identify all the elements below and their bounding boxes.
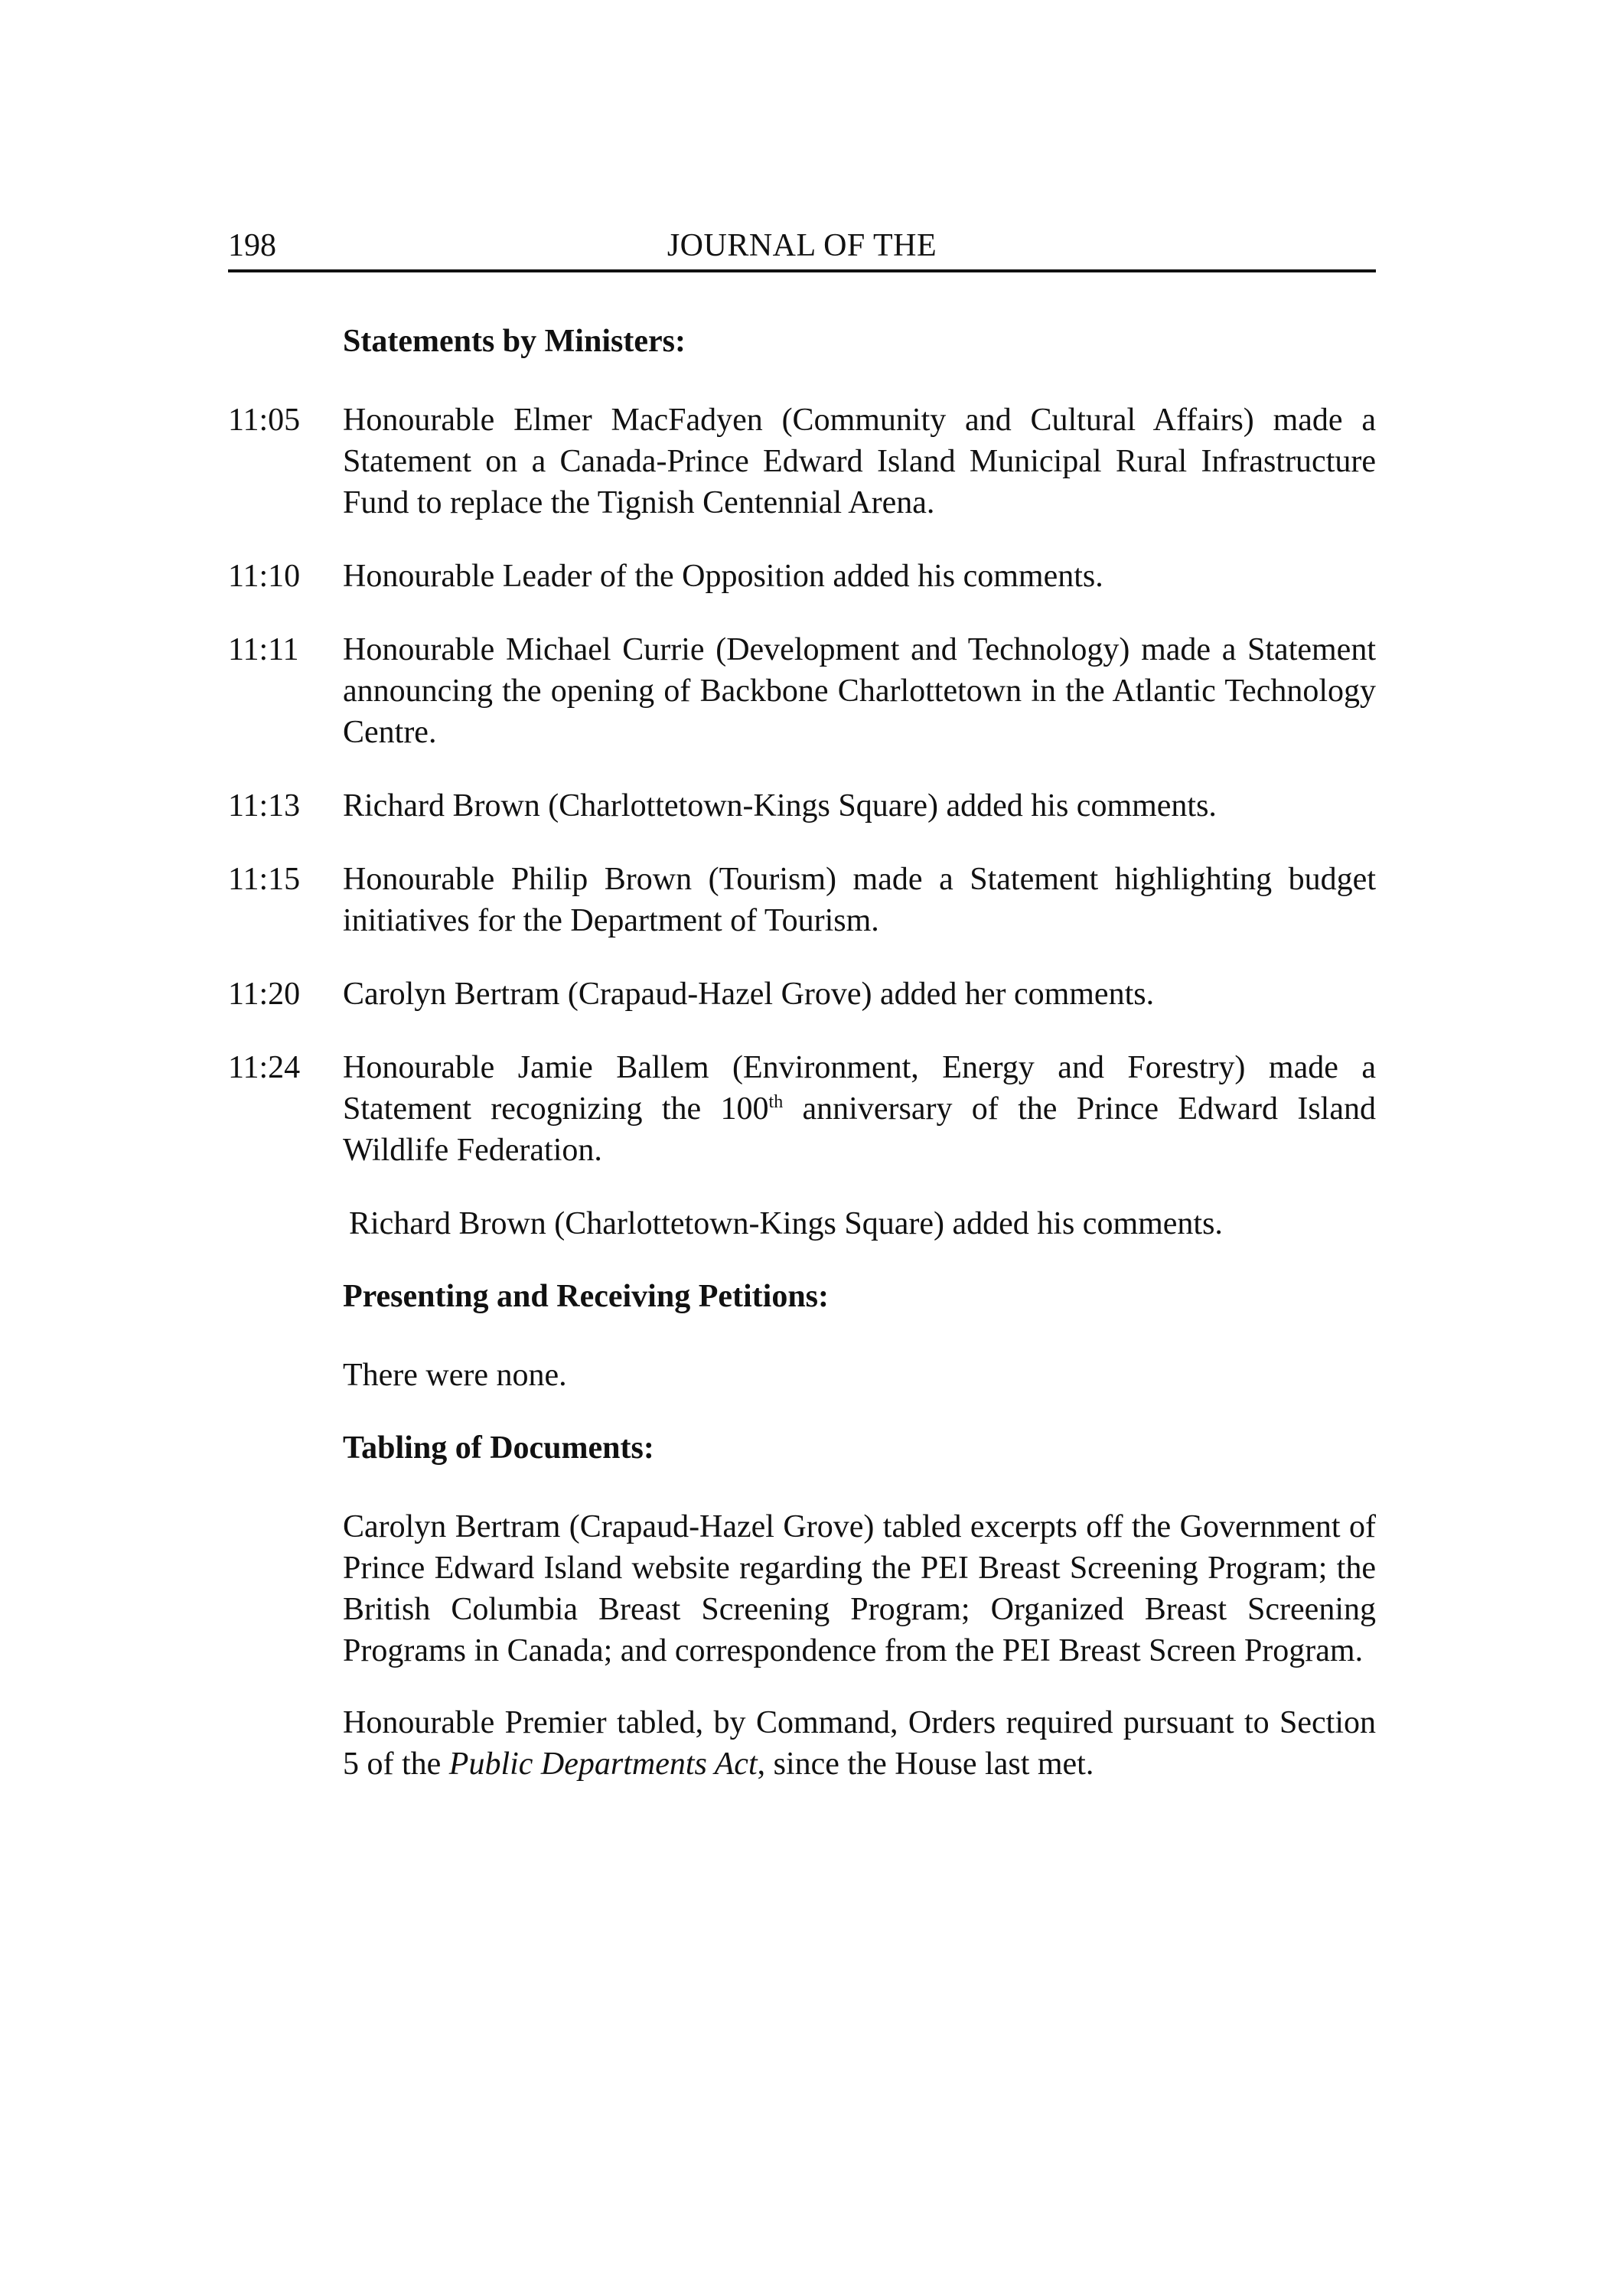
statement-text-part: anniversary of the Prince Edward Island Wildlife Federation. xyxy=(343,1091,1376,1168)
statement-entry xyxy=(228,785,1376,827)
statement-text: Honourable Michael Currie (Development and Technology) made a Statement announcing the opening of Backbone Charlottetown in the Atlantic Technology Centre. xyxy=(343,632,1376,750)
petitions-heading: Presenting and Receiving Petitions: xyxy=(343,1279,830,1314)
act-title: Public Departments Act xyxy=(448,1746,758,1782)
ordinal-suffix: th xyxy=(768,1092,784,1112)
page-header xyxy=(228,227,1376,272)
statement-text: Carolyn Bertram (Crapaud-Hazel Grove) added her comments. xyxy=(343,977,1155,1012)
statement-text: Honourable Philip Brown (Tourism) made a Statement highlighting budget initiatives for the Department of Tourism. xyxy=(343,862,1376,938)
statement-text: Honourable Elmer MacFadyen (Community and Cultural Affairs) made a Statement on a Canada-Prince Edward Island Municipal Rural Infrastructure Fund to replace the Tignish Centennial Arena. xyxy=(343,403,1376,520)
statement-time: 11:20 xyxy=(228,977,301,1012)
statement-entry xyxy=(228,1047,1376,1171)
statement-time: 11:15 xyxy=(228,862,301,897)
statement-entry xyxy=(228,629,1376,753)
statement-time: 11:13 xyxy=(228,788,301,823)
statement-text xyxy=(343,1047,1376,1171)
statement-text-part: Honourable Jamie Ballem (Environment, Energy and Forestry) made a Statement recognizing the 100 xyxy=(343,1050,1376,1127)
statement-time: 11:24 xyxy=(228,1050,301,1085)
statement-followup: Richard Brown (Charlottetown-Kings Square) added his comments. xyxy=(349,1206,1223,1241)
statements-heading: Statements by Ministers: xyxy=(343,324,686,359)
statement-time: 11:05 xyxy=(228,403,301,438)
tabling-paragraph xyxy=(343,1702,1376,1785)
statement-entry xyxy=(228,400,1376,523)
statement-entry xyxy=(228,556,1376,597)
tabling-text-part: , since the House last met. xyxy=(757,1746,1094,1782)
tabling-paragraph: Carolyn Bertram (Crapaud-Hazel Grove) tabled excerpts off the Government of Prince Edward Island website regarding the PEI Breast Screening Program; the British Columbia Breast Screening Program; Organized Breast Screening Programs in Canada; and correspondence from the PEI Breast Screen Program. xyxy=(343,1509,1376,1668)
statement-time: 11:11 xyxy=(228,632,299,667)
statement-entry xyxy=(228,974,1376,1015)
statement-time: 11:10 xyxy=(228,559,301,594)
statement-text: Richard Brown (Charlottetown-Kings Square) added his comments. xyxy=(343,788,1217,823)
tabling-text-part: Honourable Premier tabled, by Command, Orders required pursuant to Section 5 of the xyxy=(343,1705,1376,1782)
petitions-text: There were none. xyxy=(343,1358,567,1393)
tabling-heading: Tabling of Documents: xyxy=(343,1430,654,1466)
running-head: JOURNAL OF THE xyxy=(667,228,937,263)
statement-text: Honourable Leader of the Opposition added his comments. xyxy=(343,559,1103,594)
statement-entry xyxy=(228,859,1376,941)
page-number: 198 xyxy=(228,228,276,263)
page-body xyxy=(228,314,1376,1785)
